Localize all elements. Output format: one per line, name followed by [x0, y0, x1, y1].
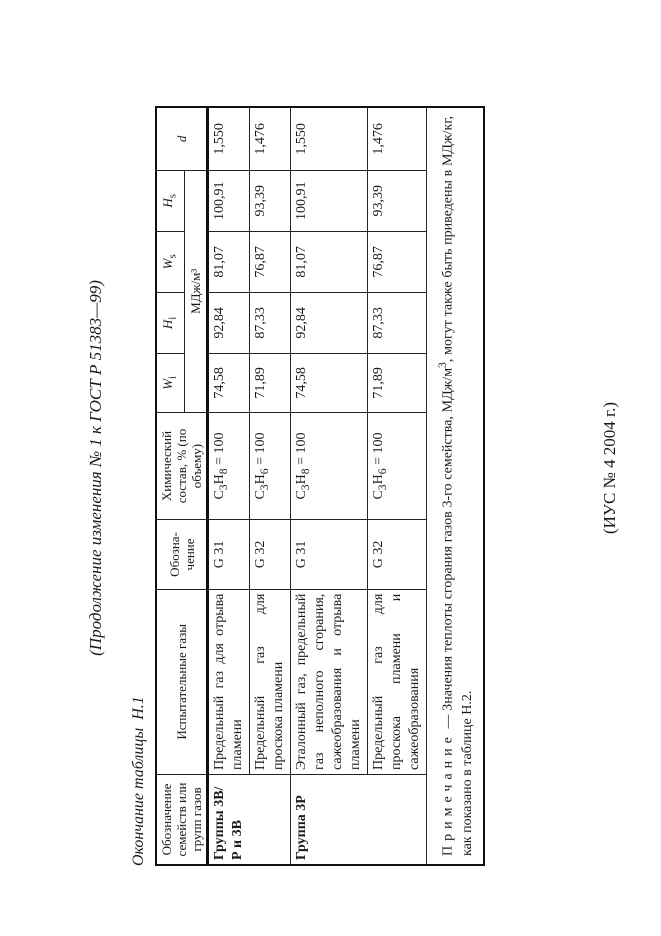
note-label: Примечание — [440, 732, 456, 856]
gas-designation: G 32 — [368, 520, 427, 589]
table-row — [291, 107, 368, 865]
page-footer: (ИУС № 4 2004 г.) — [600, 402, 619, 534]
header-units: МДж/м³ — [185, 170, 208, 412]
value-d: 1,550 — [291, 107, 368, 170]
value-ws: 76,87 — [250, 231, 291, 292]
gas-designation: G 31 — [291, 520, 368, 589]
header-hs: $H_s$ — [156, 170, 185, 231]
value-hs: 100,91 — [208, 170, 250, 231]
header-wi: $W_i$ — [156, 353, 185, 412]
header-d: d — [156, 107, 208, 170]
value-wi: 74,58 — [208, 353, 250, 412]
value-hs: 93,39 — [368, 170, 427, 231]
header-gases: Испытательные газы — [156, 589, 208, 774]
table-note-row — [427, 107, 484, 865]
group-name: Группы 3В/Р и 3В — [208, 774, 291, 865]
header-composition: Химический состав, % (по объему) — [156, 412, 208, 519]
value-hi: 92,84 — [291, 292, 368, 353]
value-wi: 71,89 — [368, 353, 427, 412]
table-row — [368, 107, 427, 865]
value-d: 1,550 — [208, 107, 250, 170]
header-family: Обозначение семейств или групп газов — [156, 774, 208, 865]
value-ws: 76,87 — [368, 231, 427, 292]
caption-prefix: Окончание таблицы — [130, 727, 147, 866]
table-note: Примечание — Значения теплоты сгорания газов 3-го семейства, МДж/$м^3$, могут также быть приведены в МДж/кг, как показано в таблице Н.2. — [427, 107, 484, 865]
gas-designation: G 31 — [208, 520, 250, 589]
table-caption — [130, 696, 148, 866]
page-header: (Продолжение изменения № 1 к ГОСТ Р 51383—99) — [86, 280, 105, 656]
gas-composition: $C_3H_8 = 100$ — [208, 412, 250, 519]
gas-table — [155, 106, 485, 866]
value-d: 1,476 — [368, 107, 427, 170]
value-d: 1,476 — [250, 107, 291, 170]
group-name: Группа 3Р — [291, 774, 427, 865]
value-hs: 100,91 — [291, 170, 368, 231]
gas-name: Предельный газ для проскока пламени — [250, 589, 291, 774]
gas-composition: $C_3H_6 = 100$ — [368, 412, 427, 519]
header-hi: $H_i$ — [156, 292, 185, 353]
gas-composition: $C_3H_8 = 100$ — [291, 412, 368, 519]
value-ws: 81,07 — [208, 231, 250, 292]
header-designation: Обозна- чение — [156, 520, 208, 589]
header-ws: $W_s$ — [156, 231, 185, 292]
gas-name: Предельный газ для отрыва пламени — [208, 589, 250, 774]
value-hi: 87,33 — [250, 292, 291, 353]
value-wi: 71,89 — [250, 353, 291, 412]
gas-name: Предельный газ для проскока пламени и сажеобразования — [368, 589, 427, 774]
value-wi: 74,58 — [291, 353, 368, 412]
table-row — [250, 107, 291, 865]
gas-name: Эталонный газ, предельный газ неполного сгорания, сажеобразования и отрыва пламени — [291, 589, 368, 774]
value-hs: 93,39 — [250, 170, 291, 231]
value-hi: 87,33 — [368, 292, 427, 353]
caption-table-name: Н.1 — [130, 696, 147, 720]
value-ws: 81,07 — [291, 231, 368, 292]
table-row — [208, 107, 250, 865]
gas-composition: $C_3H_6 = 100$ — [250, 412, 291, 519]
gas-designation: G 32 — [250, 520, 291, 589]
value-hi: 92,84 — [208, 292, 250, 353]
